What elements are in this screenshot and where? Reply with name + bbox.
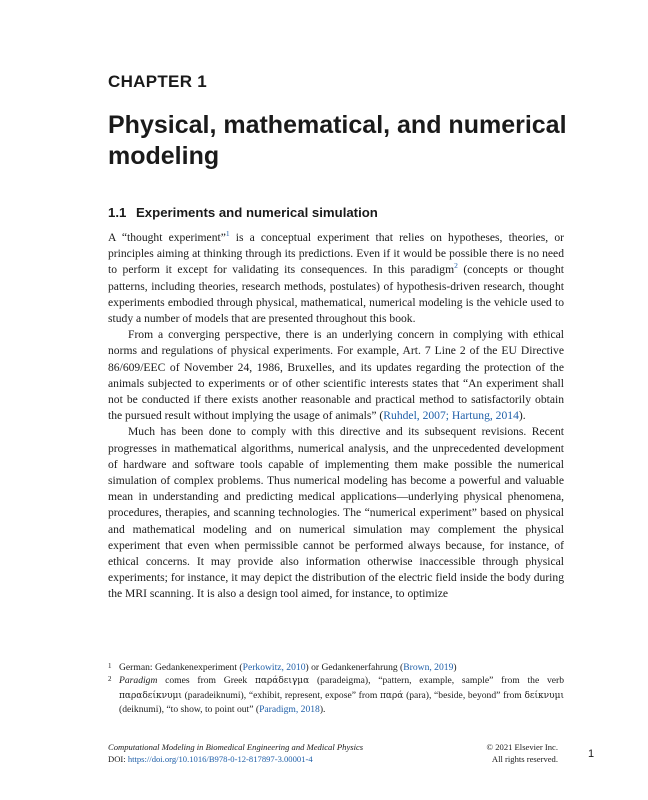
footer-copyright bbox=[487, 742, 558, 765]
doi-link[interactable]: https://doi.org/10.1016/B978-0-12-817897-3.00001-4 bbox=[127, 753, 313, 764]
chapter-label: CHAPTER 1 bbox=[108, 72, 208, 91]
footnote-text: (para), “beside, beyond” from bbox=[403, 689, 525, 701]
footnote-text: German: Gedankenexperiment ( bbox=[119, 662, 243, 673]
paragraph-3: Much has been done to comply with this directive and its subsequent revisions. Recent progresses in mathematical algorithms, numerical analysis, and the unprecedented development of hardware and software tools capable of implementing them make possible the numerical simulation of complex problems. Thus numerical modeling has become a powerful and valuable mean in understanding and predicting medical applications—underlying physical phenomena, procedures, therapies, and scanning technologies. The “numerical experiment” based on physical and mathematical modeling and on numerical simulation may complement the physical experiment that even when permissible cannot be performed always because, for instance, of ethical concerns. It may provide also information otherwise inaccessible through physical experiments; for instance, it may depict the distribution of the electric field inside the body during the MRI scanning. It is also a design tool aimed, for instance, to optimize bbox=[108, 425, 564, 601]
greek-word: παρά bbox=[380, 690, 404, 701]
citation-link[interactable]: Perkowitz, 2010 bbox=[242, 662, 306, 673]
paragraph-1 bbox=[108, 230, 564, 327]
citation-link[interactable]: Ruhdel, 2007; Hartung, 2014 bbox=[383, 409, 519, 423]
section-title: Experiments and numerical simulation bbox=[136, 205, 378, 220]
greek-word: παράδειγμα bbox=[254, 676, 310, 687]
paragraph-text: From a converging perspective, there is an underlying concern in complying with ethical norms and regulations of physical experiments. For example, Art. 7 Line 2 of the EU Directive 86/609/EEC of November 24, 1986, Bruxelles, and its updates regarding the protection of the animals subjected to experiments or of other scientific interests states that “An experiment shall not be conducted if there exists another reasonable and practical method to satisfactorily obtain the pursued result without implying the usage of animals” ( bbox=[108, 328, 564, 423]
paragraph-text: (concepts or thought patterns, including theories, research methods, postulates) of hypothesis-driven research, thought experiments embodied through physical, mathematical, numerical modeling is the vehicle used to study a number of models that are presented throughout this book. bbox=[108, 263, 565, 326]
footnote-text: ). bbox=[319, 704, 326, 716]
footnote-text: ) bbox=[453, 662, 457, 673]
rights-text: All rights reserved. bbox=[491, 753, 558, 764]
paragraph-text: A “thought experiment” bbox=[108, 231, 226, 244]
footnote-mark: 1 bbox=[108, 662, 112, 670]
footer-source bbox=[108, 742, 363, 765]
footnote-text: (deiknumi), “to show, to point out” ( bbox=[119, 704, 260, 716]
greek-word: δείκνυμι bbox=[524, 690, 564, 701]
paragraph-text: is a conceptual experiment that relies on hypotheses, theories, or principles aiming at thinking through its predictions. Even if it would be possible there is no need to perform it except for validating its consequences. In this paradigm bbox=[108, 231, 564, 277]
paragraph-2 bbox=[108, 327, 564, 424]
footnote-text: ) or Gedankenerfahrung ( bbox=[305, 662, 404, 673]
doi-line bbox=[108, 754, 363, 766]
copyright-text: © 2021 Elsevier Inc. bbox=[486, 742, 558, 752]
footnote-2 bbox=[108, 674, 564, 716]
footnotes bbox=[108, 661, 564, 717]
footnote-text: comes from Greek bbox=[157, 675, 255, 687]
footnote-text: (paradeigma), “pattern, example, sample” from the verb bbox=[309, 675, 564, 687]
greek-word: παραδείκνυμι bbox=[119, 690, 182, 701]
footnote-text: (paradeiknumi), “exhibit, represent, expose” from bbox=[181, 689, 380, 701]
footnote-ref-2[interactable]: 2 bbox=[454, 261, 458, 271]
footnote-term: Paradigm bbox=[119, 675, 158, 687]
body-text bbox=[108, 230, 564, 603]
section-heading bbox=[108, 205, 378, 220]
footnote-mark: 2 bbox=[108, 675, 112, 684]
doi-label: DOI: bbox=[108, 753, 128, 764]
citation-link[interactable]: Brown, 2019 bbox=[403, 662, 454, 673]
chapter-title: Physical, mathematical, and numerical modeling bbox=[108, 111, 567, 170]
paragraph-text: ). bbox=[518, 409, 526, 423]
book-title: Computational Modeling in Biomedical Engineering and Medical Physics bbox=[108, 742, 364, 752]
citation-link[interactable]: Paradigm, 2018 bbox=[259, 704, 320, 716]
footnote-ref-1[interactable]: 1 bbox=[225, 229, 230, 238]
page-number: 1 bbox=[588, 748, 595, 760]
footnote-1 bbox=[108, 661, 564, 674]
section-number: 1.1 bbox=[108, 205, 127, 220]
